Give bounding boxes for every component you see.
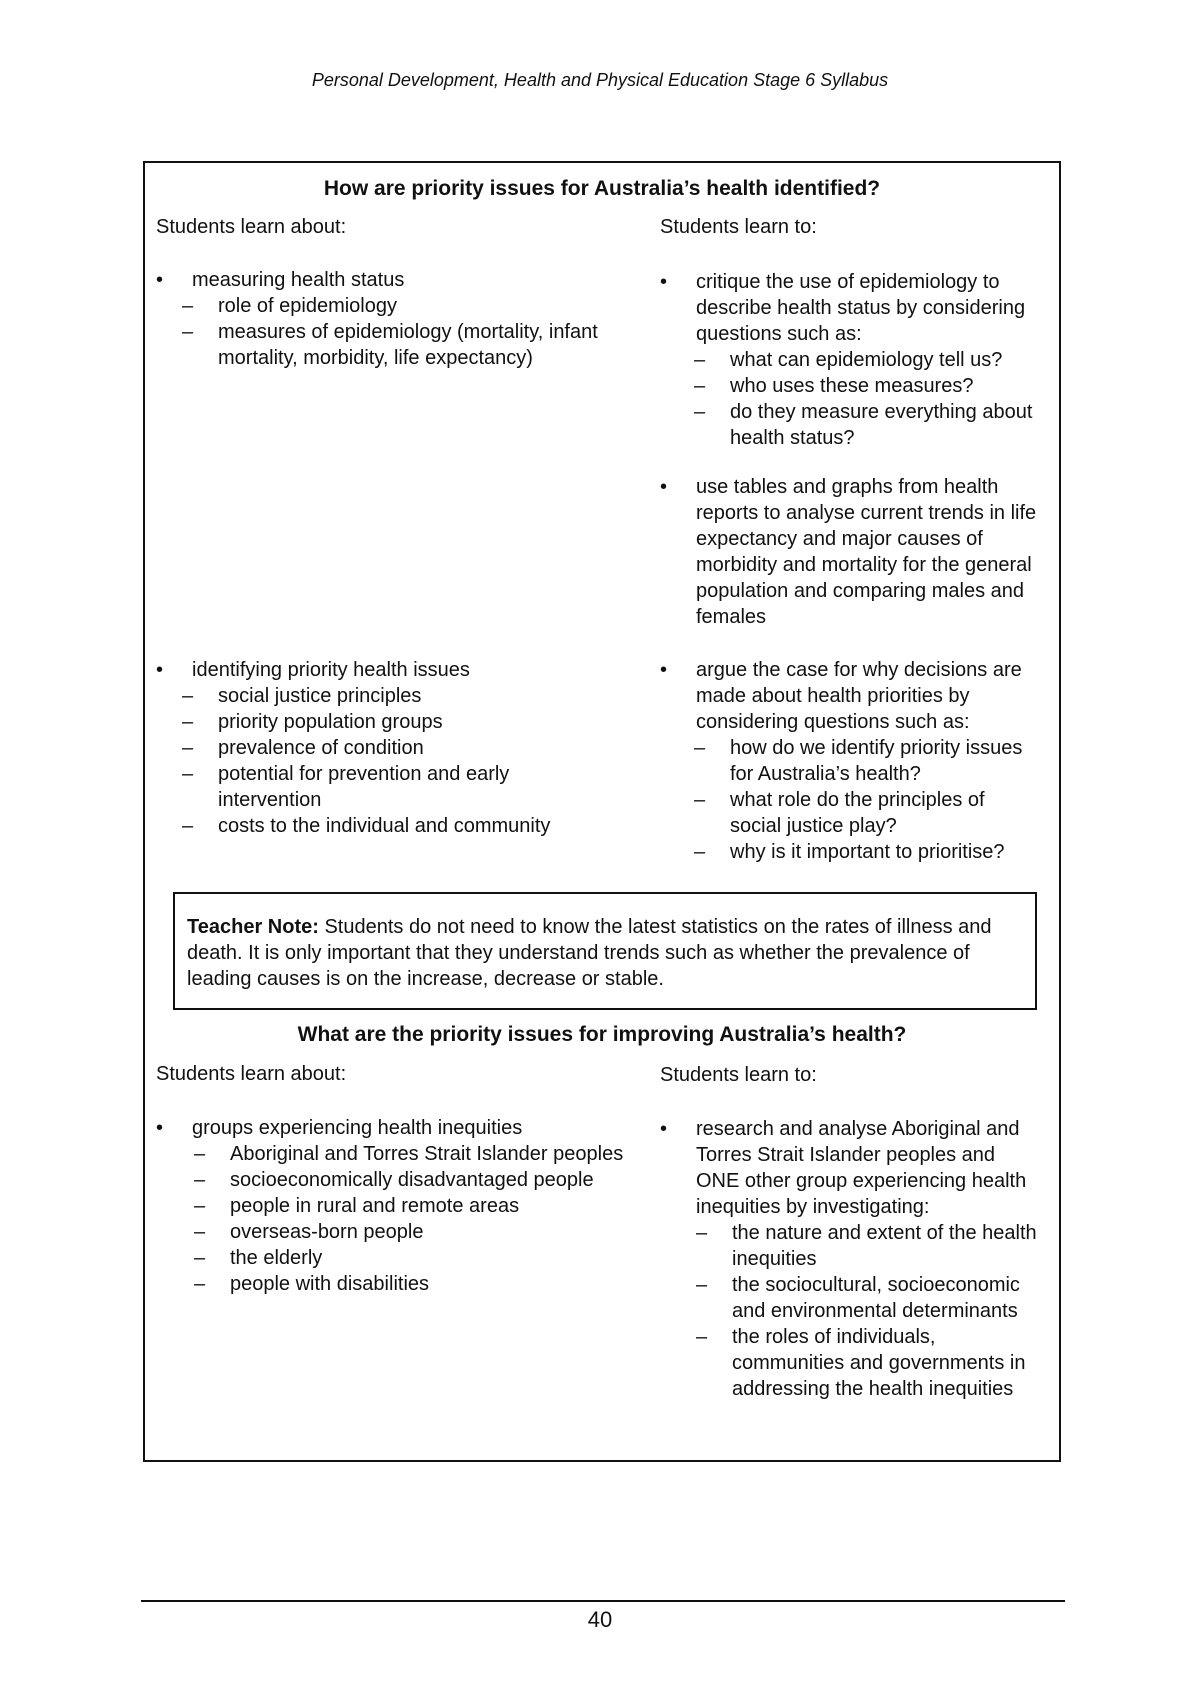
sublist-item: – the sociocultural, socioeconomic and environmental determinants bbox=[696, 1272, 1040, 1324]
sublist-item: – overseas-born people bbox=[194, 1219, 626, 1245]
sublist-item: – how do we identify priority issues for Australia’s health? bbox=[694, 735, 1040, 787]
sublist bbox=[694, 347, 1040, 451]
sublist-item: – Aboriginal and Torres Strait Islander peoples bbox=[194, 1141, 626, 1167]
list-item-text: measuring health status bbox=[192, 269, 405, 291]
list-item-text: groups experiencing health inequities bbox=[192, 1117, 523, 1139]
sublist-item: – people with disabilities bbox=[194, 1271, 626, 1297]
sublist-item: – the nature and extent of the health inequities bbox=[696, 1220, 1040, 1272]
list-item bbox=[660, 1116, 1040, 1402]
sublist bbox=[194, 1141, 626, 1297]
section2-right-heading: Students learn to: bbox=[660, 1064, 817, 1086]
sublist-item: – costs to the individual and community bbox=[182, 813, 616, 839]
sublist bbox=[696, 1220, 1040, 1402]
sublist-item: – socioeconomically disadvantaged people bbox=[194, 1167, 626, 1193]
section1-title: How are priority issues for Australia’s health identified? bbox=[323, 177, 881, 200]
list-item-text: use tables and graphs from health reports to analyse current trends in life expectancy and major causes of morbidity and mortality for the general population and comparing males and females bbox=[696, 476, 1037, 628]
list-item-text: critique the use of epidemiology to describe health status by considering questions such as: bbox=[696, 271, 1026, 345]
sublist bbox=[182, 683, 616, 839]
list-item bbox=[660, 657, 1040, 865]
section1-left-block-2 bbox=[156, 657, 616, 839]
section1-left-heading: Students learn about: bbox=[156, 216, 347, 238]
sublist-item: – what can epidemiology tell us? bbox=[694, 347, 1040, 373]
sublist-item: – what role do the principles of social justice play? bbox=[694, 787, 1040, 839]
syllabus-content-frame bbox=[143, 161, 1061, 1462]
list-item bbox=[660, 269, 1040, 451]
sublist-item: – measures of epidemiology (mortality, infant mortality, morbidity, life expectancy) bbox=[182, 319, 626, 371]
sublist bbox=[182, 293, 626, 371]
sublist-item: – potential for prevention and early intervention bbox=[182, 761, 616, 813]
list-item bbox=[156, 657, 616, 839]
list-item bbox=[660, 474, 1040, 630]
section2-left-heading: Students learn about: bbox=[156, 1063, 347, 1085]
sublist-item: – role of epidemiology bbox=[182, 293, 626, 319]
sublist bbox=[694, 735, 1040, 865]
teacher-note-label: Teacher Note: bbox=[187, 916, 319, 938]
section1-right-block-1 bbox=[660, 269, 1040, 451]
running-header: Personal Development, Health and Physical Education Stage 6 Syllabus bbox=[311, 70, 889, 90]
sublist-item: – the roles of individuals, communities and governments in addressing the health inequities bbox=[696, 1324, 1040, 1402]
section1-right-block-2 bbox=[660, 474, 1040, 630]
list-item-text: research and analyse Aboriginal and Torres Strait Islander peoples and ONE other group experiencing health inequities by investigating: bbox=[696, 1118, 1027, 1218]
list-item-text: argue the case for why decisions are made about health priorities by considering questions such as: bbox=[696, 659, 1022, 733]
sublist-item: – who uses these measures? bbox=[694, 373, 1040, 399]
sublist-item: – why is it important to prioritise? bbox=[694, 839, 1040, 865]
section1-left-block-1 bbox=[156, 267, 626, 371]
list-item-text: identifying priority health issues bbox=[192, 659, 470, 681]
sublist-item: – prevalence of condition bbox=[182, 735, 616, 761]
footer-rule bbox=[141, 1600, 1065, 1602]
list-item bbox=[156, 267, 626, 371]
section2-title: What are the priority issues for improving Australia’s health? bbox=[297, 1023, 907, 1046]
sublist-item: – people in rural and remote areas bbox=[194, 1193, 626, 1219]
teacher-note-text: Students do not need to know the latest statistics on the rates of illness and death. It is only important that they understand trends such as whether the prevalence of leading causes is on the increase, decrease or stable. bbox=[187, 916, 992, 990]
section1-right-block-3 bbox=[660, 657, 1040, 865]
section2-left-block-1 bbox=[156, 1115, 626, 1297]
list-item bbox=[156, 1115, 626, 1297]
sublist-item: – do they measure everything about health status? bbox=[694, 399, 1040, 451]
sublist-item: – the elderly bbox=[194, 1245, 626, 1271]
sublist-item: – social justice principles bbox=[182, 683, 616, 709]
section1-right-heading: Students learn to: bbox=[660, 216, 817, 238]
page-number: 40 bbox=[587, 1607, 613, 1632]
sublist-item: – priority population groups bbox=[182, 709, 616, 735]
teacher-note-box bbox=[173, 892, 1037, 1010]
section2-right-block-1 bbox=[660, 1116, 1040, 1402]
